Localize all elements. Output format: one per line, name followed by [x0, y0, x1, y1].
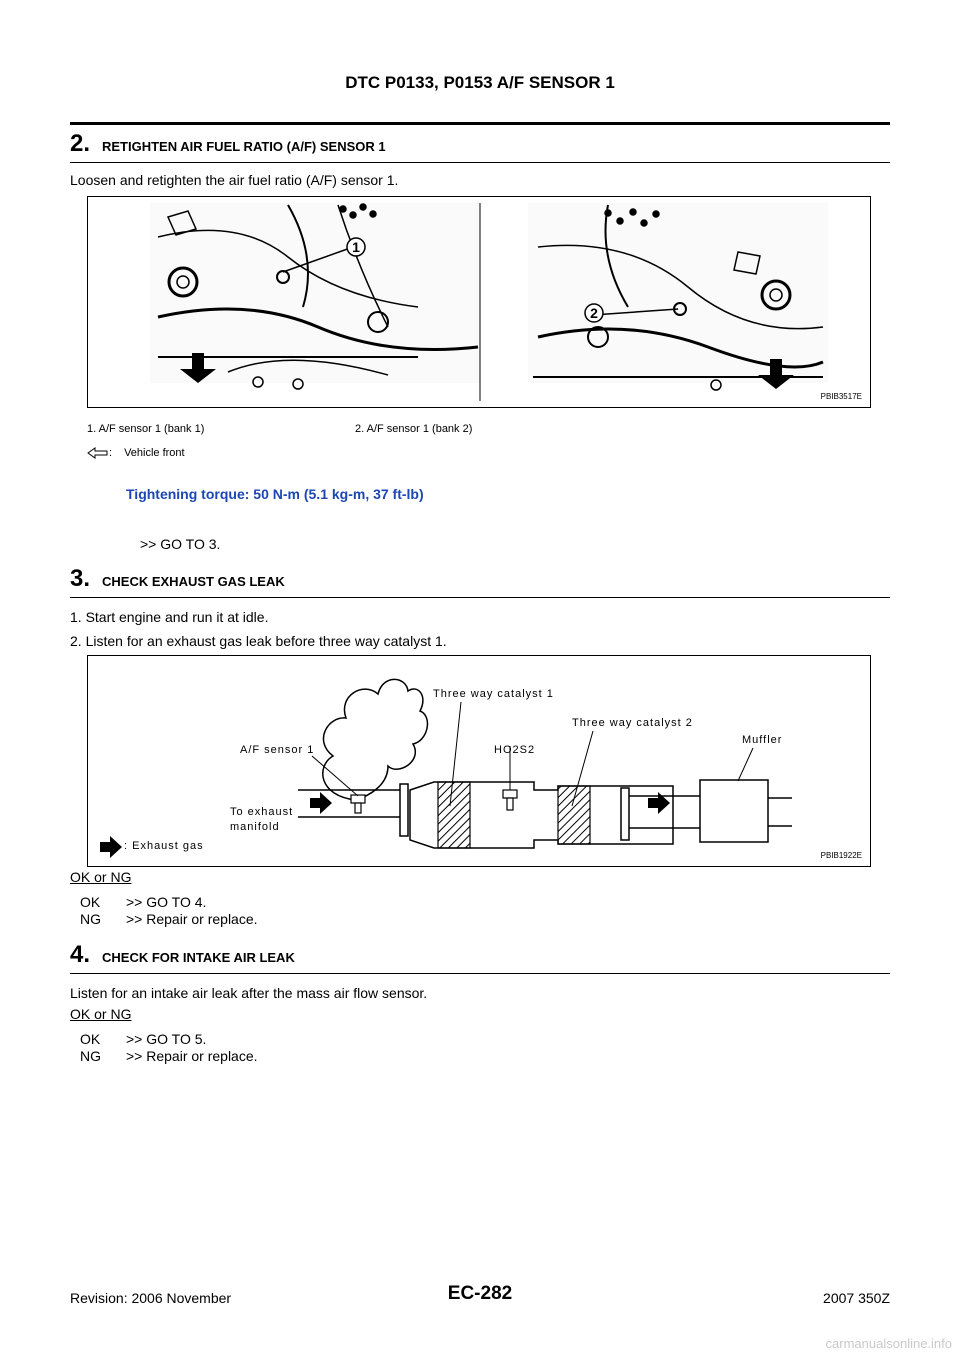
step-2-number: 2. [70, 130, 91, 157]
step-3-item-1: 1. Start engine and run it at idle. [70, 609, 269, 625]
step-3-ok-label: OK [80, 894, 101, 910]
step-3-ng-label: NG [80, 911, 101, 927]
step-4-ng-text: >> Repair or replace. [126, 1048, 258, 1064]
label-manifold: manifold [230, 821, 280, 833]
step-3-header [70, 563, 890, 598]
step-3-ng-text: >> Repair or replace. [126, 911, 258, 927]
step-4-instruction: Listen for an intake air leak after the mass air flow sensor. [70, 985, 428, 1001]
tightening-torque: Tightening torque: 50 N-m (5.1 kg-m, 37 ft-lb) [126, 486, 424, 502]
legend-arrow-label: Vehicle front [124, 447, 185, 459]
bank1-photo [150, 203, 480, 389]
legend-bank2: 2. A/F sensor 1 (bank 2) [355, 423, 473, 435]
sensor-location-illustration [88, 197, 870, 407]
step-3-title: CHECK EXHAUST GAS LEAK [102, 574, 285, 589]
step-3-ok-ng: OK or NG [70, 869, 132, 885]
step-4-number: 4. [70, 941, 91, 968]
sensor-location-figure [87, 196, 871, 408]
title-rule [70, 122, 890, 125]
footer-model: 2007 350Z [823, 1290, 890, 1306]
vehicle-front-arrow-icon [87, 447, 109, 459]
step-2-header [70, 128, 890, 163]
figure-ref-pbib3517e: PBIB3517E [820, 392, 862, 401]
label-exhaust-gas: : Exhaust gas [124, 840, 204, 852]
step-4-ok-text: >> GO TO 5. [126, 1031, 207, 1047]
step-3-number: 3. [70, 565, 91, 592]
legend-vehicle-front [87, 447, 185, 459]
step-4-ok-ng: OK or NG [70, 1006, 132, 1022]
footer-page-number: EC-282 [447, 1283, 513, 1304]
step-4-ng-label: NG [80, 1048, 101, 1064]
label-catalyst-1: Three way catalyst 1 [433, 688, 554, 700]
label-af-sensor: A/F sensor 1 [240, 744, 315, 756]
step-4-ok-label: OK [80, 1031, 101, 1047]
step-4-title: CHECK FOR INTAKE AIR LEAK [102, 950, 295, 965]
step-3-item-2: 2. Listen for an exhaust gas leak before three way catalyst 1. [70, 633, 447, 649]
exhaust-system-figure [87, 655, 871, 867]
callout-1: 1 [352, 239, 360, 255]
label-ho2s2: HO2S2 [494, 744, 536, 756]
label-muffler: Muffler [742, 734, 783, 746]
page-title: DTC P0133, P0153 A/F SENSOR 1 [345, 73, 615, 92]
step-3-ok-text: >> GO TO 4. [126, 894, 207, 910]
label-to-exhaust: To exhaust [230, 806, 294, 818]
legend-arrow-prefix: : [109, 447, 113, 459]
step-4-header [70, 939, 890, 974]
step-2-instruction: Loosen and retighten the air fuel ratio (A/F) sensor 1. [70, 172, 399, 188]
bank2-photo [528, 203, 828, 390]
footer-revision: Revision: 2006 November [70, 1290, 232, 1306]
legend-bank1: 1. A/F sensor 1 (bank 1) [87, 423, 205, 435]
watermark: carmanualsonline.info [825, 1336, 952, 1351]
figure-ref-pbib1922e: PBIB1922E [820, 851, 862, 860]
label-catalyst-2: Three way catalyst 2 [572, 717, 693, 729]
step-2-goto: >> GO TO 3. [140, 536, 221, 552]
step-2-title: RETIGHTEN AIR FUEL RATIO (A/F) SENSOR 1 [102, 139, 386, 154]
callout-2: 2 [590, 305, 598, 321]
